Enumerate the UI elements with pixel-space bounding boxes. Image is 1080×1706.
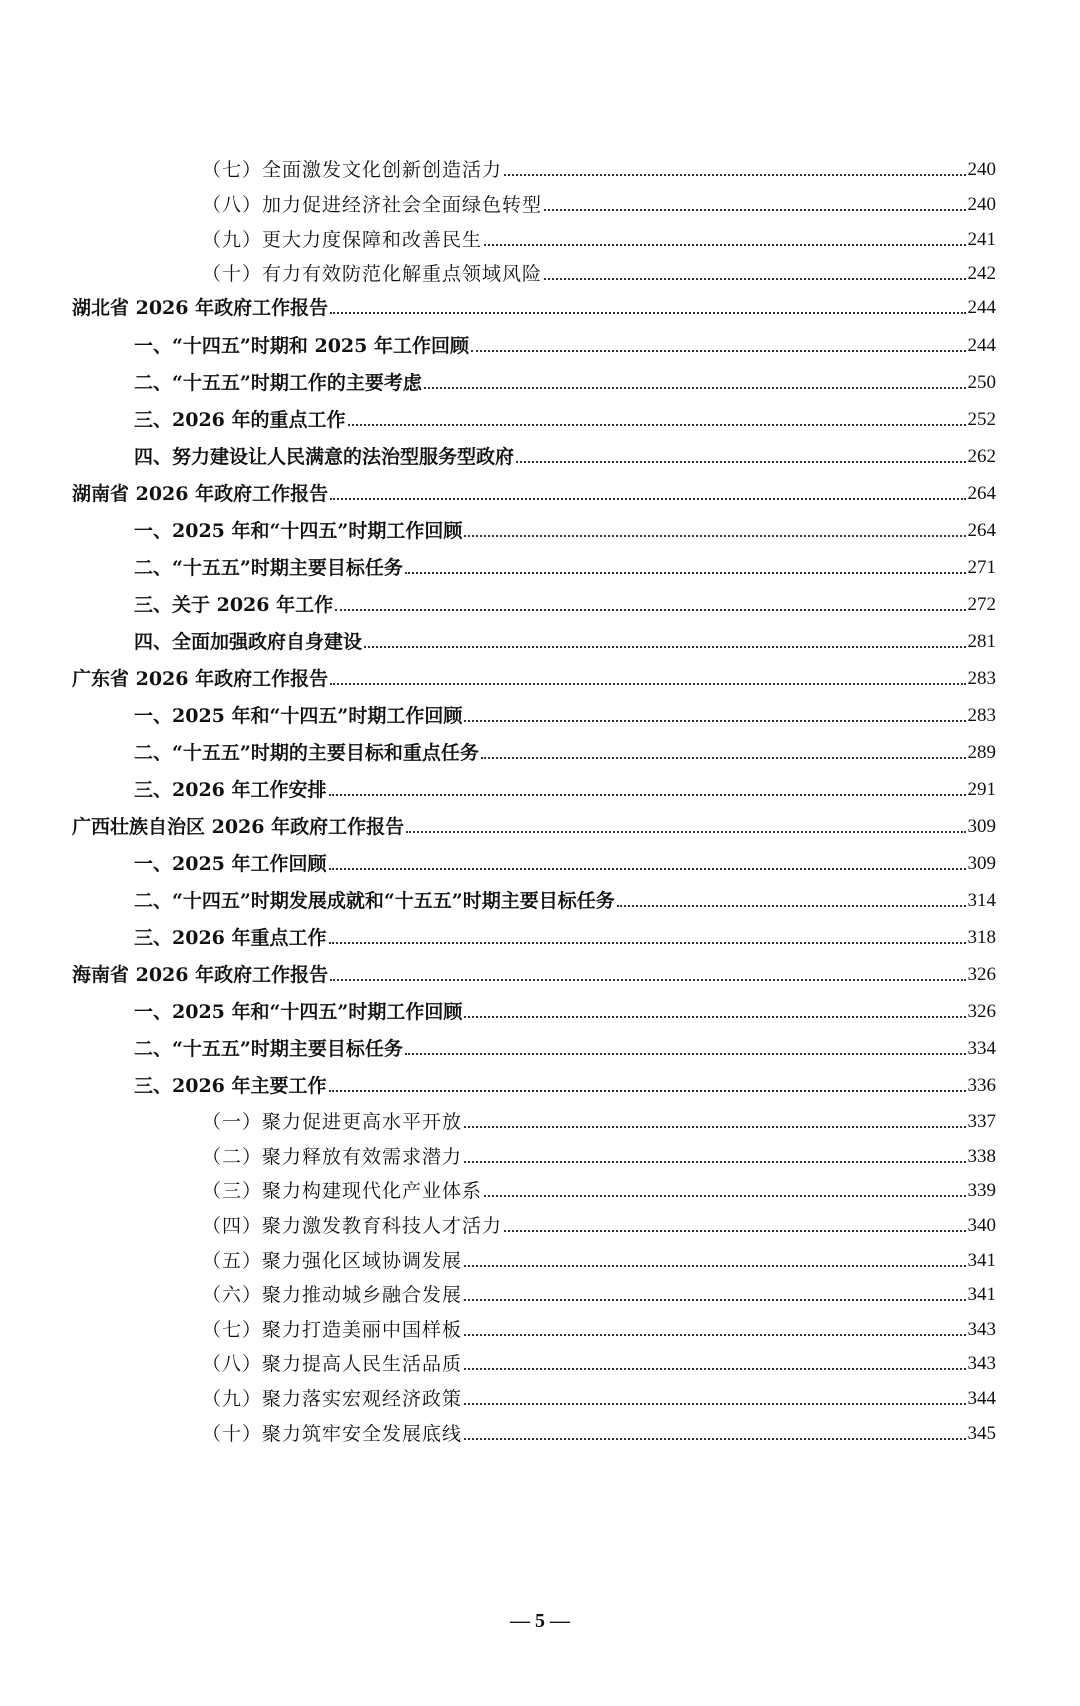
toc-entry[interactable] [134,1031,996,1061]
toc-entry-title: 二、“十五五”时期的主要目标和重点任务 [134,742,479,764]
toc-entry-title: 湖北省 2026 年政府工作报告 [72,297,329,319]
toc-entry-page: 252 [967,409,996,430]
toc-entry-page: 283 [967,705,996,726]
toc-entry-title: 二、“十五五”时期工作的主要考虑 [134,372,422,394]
toc-entry-title: （一）聚力促进更高水平开放 [202,1111,463,1133]
toc-entry-title: 三、关于 2026 年工作 [134,594,334,616]
toc-entry-page: 241 [967,229,996,250]
toc-entry[interactable] [134,920,996,950]
toc-entry-title: （六）聚力推动城乡融合发展 [202,1284,463,1306]
toc-entry-page: 289 [967,742,996,763]
toc-entry-page: 339 [967,1180,996,1201]
toc-entry-page: 341 [967,1284,996,1305]
toc-entry-page: 343 [967,1319,996,1340]
toc-entry-page: 318 [967,927,996,948]
toc-entry[interactable] [134,883,996,913]
toc-entry-title: 三、2026 年主要工作 [134,1075,327,1097]
toc-dot-leader [617,904,966,907]
toc-entry-page: 337 [967,1111,996,1132]
toc-entry-page: 264 [967,483,996,504]
toc-entry-title: （九）更大力度保障和改善民生 [202,229,483,251]
toc-entry[interactable] [202,222,996,252]
toc-dot-leader [406,830,965,833]
toc-entry-page: 271 [967,557,996,578]
toc-dot-leader [464,1015,965,1018]
toc-entry-title: 一、2025 年工作回顾 [134,853,327,875]
toc-entry-page: 338 [967,1146,996,1167]
toc-entry[interactable] [134,624,996,654]
toc-entry[interactable] [134,365,996,395]
toc-entry-title: （十）聚力筑牢安全发展底线 [202,1423,463,1445]
toc-dot-leader [464,1125,965,1128]
toc-entry-page: 309 [967,853,996,874]
toc-entry[interactable] [72,809,996,839]
toc-entry[interactable] [202,1243,996,1273]
toc-entry[interactable] [134,439,996,469]
toc-entry-title: 广西壮族自治区 2026 年政府工作报告 [72,816,405,838]
toc-entry[interactable] [134,328,996,358]
toc-dot-leader [348,423,966,426]
toc-entry[interactable] [72,957,996,987]
toc-dot-leader [330,311,965,314]
toc-entry-page: 343 [967,1353,996,1374]
toc-dot-leader [464,1367,965,1370]
toc-dot-leader [329,941,966,944]
toc-entry[interactable] [202,1173,996,1203]
toc-entry-title: 二、“十五五”时期主要目标任务 [134,1038,403,1060]
toc-entry-page: 242 [967,263,996,284]
toc-entry[interactable] [134,587,996,617]
toc-entry-title: 一、2025 年和“十四五”时期工作回顾 [134,520,463,542]
toc-entry-title: （五）聚力强化区域协调发展 [202,1250,463,1272]
toc-entry[interactable] [202,187,996,217]
toc-entry[interactable] [134,772,996,802]
toc-dot-leader [544,208,965,211]
toc-entry-page: 240 [967,159,996,180]
toc-entry-page: 244 [967,335,996,356]
toc-entry-title: 三、2026 年的重点工作 [134,409,346,431]
toc-entry-page: 344 [967,1388,996,1409]
toc-entry-title: （七）全面激发文化创新创造活力 [202,159,503,181]
toc-dot-leader [484,1194,965,1197]
toc-entry[interactable] [134,513,996,543]
toc-entry-page: 326 [967,964,996,985]
toc-dot-leader [464,1160,965,1163]
toc-dot-leader [464,1437,965,1440]
toc-dot-leader [424,386,966,389]
toc-entry[interactable] [134,994,996,1024]
toc-entry-page: 341 [967,1250,996,1271]
toc-entry-title: 二、“十五五”时期主要目标任务 [134,557,403,579]
toc-dot-leader [504,173,965,176]
toc-dot-leader [481,756,966,759]
toc-entry-title: 三、2026 年重点工作 [134,927,327,949]
toc-dot-leader [464,1333,965,1336]
toc-entry[interactable] [134,1068,996,1098]
toc-entry-page: 244 [967,297,996,318]
toc-entry-title: （三）聚力构建现代化产业体系 [202,1180,483,1202]
toc-entry[interactable] [202,1381,996,1411]
toc-dot-leader [330,497,965,500]
toc-entry[interactable] [202,1208,996,1238]
toc-dot-leader [504,1229,965,1232]
toc-dot-leader [544,277,965,280]
toc-entry-page: 314 [967,890,996,911]
toc-entry-title: 四、全面加强政府自身建设 [134,631,363,653]
toc-dot-leader [330,682,965,685]
toc-dot-leader [516,460,965,463]
toc-entry[interactable] [72,290,996,320]
toc-entry-title: （八）加力促进经济社会全面绿色转型 [202,194,543,216]
toc-entry-title: 海南省 2026 年政府工作报告 [72,964,329,986]
toc-entry-title: （四）聚力激发教育科技人才活力 [202,1215,503,1237]
toc-dot-leader [329,793,966,796]
toc-entry-title: 一、“十四五”时期和 2025 年工作回顾 [134,335,469,357]
toc-entry-page: 262 [967,446,996,467]
toc-entry[interactable] [134,698,996,728]
toc-dot-leader [405,571,966,574]
toc-entry-title: （八）聚力提高人民生活品质 [202,1353,463,1375]
toc-entry-page: 283 [967,668,996,689]
toc-entry[interactable] [202,1312,996,1342]
toc-entry[interactable] [134,846,996,876]
toc-entry[interactable] [202,1277,996,1307]
toc-dot-leader [464,1264,965,1267]
toc-dot-leader [471,349,966,352]
toc-entry[interactable] [202,1104,996,1134]
toc-entry-page: 291 [967,779,996,800]
toc-entry-page: 240 [967,194,996,215]
toc-entry[interactable] [72,661,996,691]
toc-entry-title: （二）聚力释放有效需求潜力 [202,1146,463,1168]
toc-dot-leader [329,867,966,870]
toc-dot-leader [364,645,965,648]
toc-entry[interactable] [202,1416,996,1446]
toc-entry-page: 340 [967,1215,996,1236]
toc-entry-title: 三、2026 年工作安排 [134,779,327,801]
toc-entry[interactable] [134,402,996,432]
toc-dot-leader [330,978,965,981]
toc-dot-leader [464,719,965,722]
toc-dot-leader [405,1052,966,1055]
toc-dot-leader [464,1298,965,1301]
toc-entry-title: 四、努力建设让人民满意的法治型服务型政府 [134,446,515,468]
toc-entry-title: 湖南省 2026 年政府工作报告 [72,483,329,505]
toc-entry-title: （十）有力有效防范化解重点领域风险 [202,263,543,285]
toc-entry-page: 264 [967,520,996,541]
toc-entry-page: 336 [967,1075,996,1096]
toc-dot-leader [484,243,965,246]
toc-entry-page: 334 [967,1038,996,1059]
toc-entry-page: 345 [967,1423,996,1444]
toc-entry-title: （九）聚力落实宏观经济政策 [202,1388,463,1410]
toc-dot-leader [329,1089,966,1092]
toc-entry[interactable] [202,1346,996,1376]
toc-entry-title: （七）聚力打造美丽中国样板 [202,1319,463,1341]
toc-entry[interactable] [134,735,996,765]
toc-entry-title: 二、“十四五”时期发展成就和“十五五”时期主要目标任务 [134,890,615,912]
toc-entry-title: 一、2025 年和“十四五”时期工作回顾 [134,1001,463,1023]
page-number: — 5 — [510,1610,570,1632]
toc-entry-page: 309 [967,816,996,837]
toc-dot-leader [464,534,965,537]
toc-entry[interactable] [72,476,996,506]
toc-dot-leader [335,608,965,611]
toc-dot-leader [464,1402,965,1405]
toc-entry[interactable] [202,152,996,182]
toc-entry[interactable] [134,550,996,580]
toc-entry[interactable] [202,256,996,286]
toc-entry-page: 326 [967,1001,996,1022]
toc-entry-page: 272 [967,594,996,615]
toc-entry[interactable] [202,1139,996,1169]
toc-entry-title: 一、2025 年和“十四五”时期工作回顾 [134,705,463,727]
toc-entry-page: 281 [967,631,996,652]
toc-entry-title: 广东省 2026 年政府工作报告 [72,668,329,690]
toc-entry-page: 250 [967,372,996,393]
